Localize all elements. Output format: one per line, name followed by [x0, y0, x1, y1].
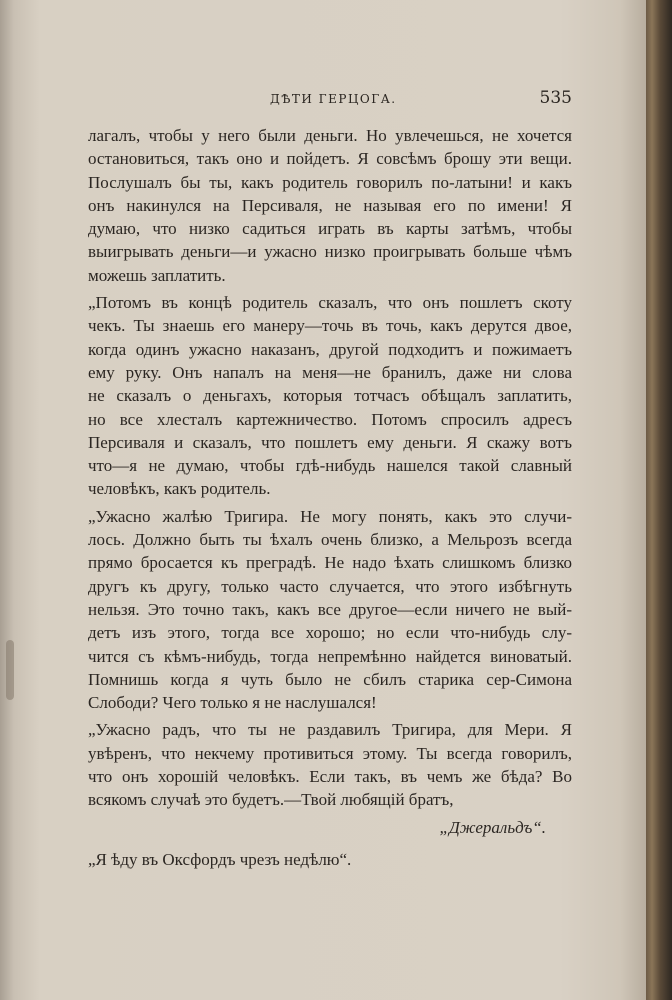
text-line: онъ накинулся на Персиваля, не называя его по имени! Я: [88, 195, 572, 215]
paragraph: [88, 505, 572, 715]
text-line: можешь заплатить.: [88, 265, 226, 285]
text-line: „Потомъ въ концѣ родитель сказалъ, что онъ пошлетъ скоту: [88, 293, 572, 313]
text-line: „Ужасно радъ, что ты не раздавилъ Тригира, для Мери. Я: [88, 720, 572, 740]
text-line: лагалъ, чтобы у него были деньги. Но увлечешься, не хочется: [88, 126, 572, 145]
text-line: „Ужасно жалѣю Тригира. Не могу понять, какъ это случи-: [88, 506, 572, 526]
text-line: детъ изъ этого, тогда все хорошо; но если что-нибудь слу-: [88, 623, 572, 643]
text-line: не сказалъ о деньгахъ, которыя тотчасъ обѣщалъ заплатить,: [88, 386, 572, 406]
text-line: чекъ. Ты знаешь его манеру—точь въ точь, какъ дерутся двое,: [88, 316, 572, 336]
text-line: Слободи? Чего только я не наслушался!: [88, 693, 377, 713]
body-text: [88, 124, 572, 871]
text-line: нельзя. Это точно такъ, какъ все другое—если ничего не вый-: [88, 599, 572, 619]
text-line: лось. Должно быть ты ѣхалъ очень близко, а Мельрозъ всегда: [88, 530, 572, 550]
text-line: остановиться, такъ оно и пойдетъ. Я совсѣмъ брошу эти вещи.: [88, 149, 572, 169]
text-line: когда одинъ ужасно наказанъ, другой подходитъ и пожимаетъ: [88, 339, 572, 359]
page-number: 535: [539, 88, 572, 108]
text-line: ему руку. Онъ напалъ на меня—не бранилъ, даже ни слова: [88, 362, 572, 382]
text-line: Помнишь когда я чуть было не сбилъ старика сер-Симона: [88, 669, 572, 689]
postscript: „Я ѣду въ Оксфордъ чрезъ недѣлю“.: [88, 849, 352, 869]
text-line: что—я не думаю, чтобы гдѣ-нибудь нашелся такой славный: [88, 456, 572, 476]
text-line: человѣкъ, какъ родитель.: [88, 479, 271, 499]
text-line: увѣренъ, что некчему противиться этому. Ты всегда говорилъ,: [88, 743, 572, 763]
text-line: выигрывать деньги—и ужасно низко проигрывать больше чѣмъ: [88, 242, 572, 262]
running-title: ДѢТИ ГЕРЦОГА.: [270, 92, 397, 106]
paragraph: [88, 718, 572, 811]
page-header: [60, 88, 580, 114]
paragraph: [88, 291, 572, 501]
signature: „Джеральдъ“.: [439, 817, 546, 837]
text-line: что онъ хорошій человѣкъ. Если такъ, въ чемъ же бѣда? Во: [88, 767, 572, 787]
text-line: Персиваля и сказалъ, что пошлетъ ему деньги. Я скажу вотъ: [88, 432, 572, 452]
text-line: всякомъ случаѣ это будетъ.—Твой любящій братъ,: [88, 790, 454, 810]
text-line: думаю, что низко садиться играть въ карты затѣмъ, чтобы: [88, 219, 572, 239]
text-line: другъ къ другу, только часто случается, что этого избѣгнуть: [88, 576, 572, 596]
text-line: прямо бросается къ преградѣ. Не надо ѣхать слишкомъ близко: [88, 553, 572, 573]
book-edge: [646, 0, 672, 1000]
text-line: но все хлесталъ картежничество. Потомъ спросилъ адресъ: [88, 409, 572, 429]
text-line: Послушалъ бы ты, какъ родитель говорилъ по-латыни! и какъ: [88, 172, 572, 192]
paragraph: [88, 124, 572, 287]
text-line: чится съ кѣмъ-нибудь, тогда непремѣнно найдется виноватый.: [88, 646, 572, 666]
page-stain: [6, 640, 14, 700]
